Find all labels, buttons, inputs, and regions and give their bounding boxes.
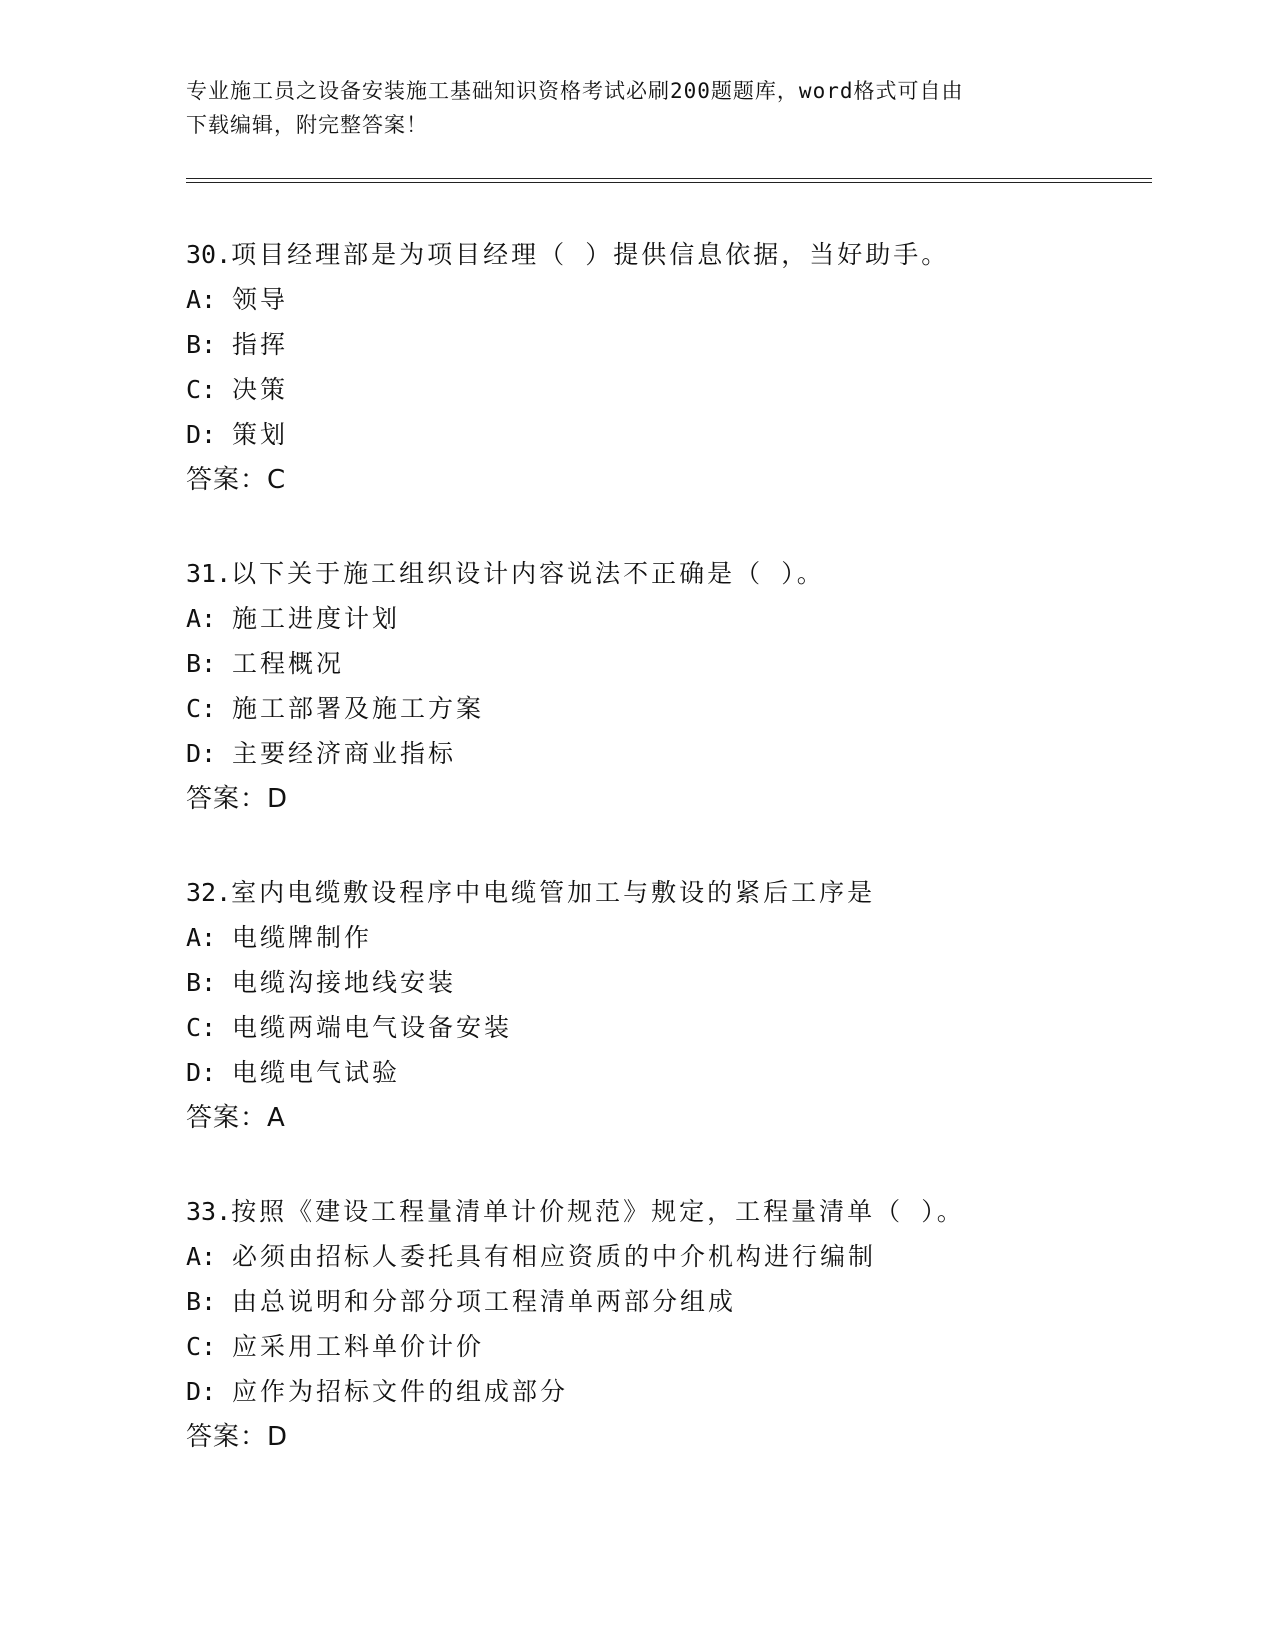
option-d — [186, 412, 1126, 457]
question-text: 项目经理部是为项目经理（ ）提供信息依据，当好助手。 — [231, 240, 950, 269]
option-d — [186, 1050, 1126, 1095]
option-text: 施工部署及施工方案 — [232, 694, 485, 723]
option-letter: D: — [186, 1058, 217, 1087]
option-text: 主要经济商业指标 — [232, 739, 457, 768]
header-line-2: 下载编辑，附完整答案！ — [186, 113, 428, 137]
option-a — [186, 915, 1126, 960]
option-c — [186, 686, 1126, 731]
header-divider-bottom — [186, 182, 1152, 183]
option-text: 领导 — [232, 285, 289, 314]
option-text: 必须由招标人委托具有相应资质的中介机构进行编制 — [232, 1242, 877, 1271]
question-number: 30. — [186, 240, 232, 269]
option-letter: A: — [186, 285, 217, 314]
option-text: 策划 — [232, 420, 289, 449]
answer-line: 答案：A — [186, 1103, 286, 1133]
option-text: 电缆两端电气设备安装 — [232, 1013, 513, 1042]
option-letter: A: — [186, 1242, 217, 1271]
option-text: 由总说明和分部分项工程清单两部分组成 — [232, 1287, 737, 1316]
answer-line: 答案：D — [186, 1422, 289, 1452]
header-line-1: 专业施工员之设备安装施工基础知识资格考试必刷200题题库，word格式可自由 — [186, 79, 964, 103]
option-letter: B: — [186, 330, 217, 359]
option-letter: D: — [186, 420, 217, 449]
question-stem — [186, 870, 1126, 915]
header-divider-top — [186, 178, 1152, 179]
option-letter: D: — [186, 1377, 217, 1406]
option-letter: C: — [186, 375, 217, 404]
option-text: 应作为招标文件的组成部分 — [232, 1377, 569, 1406]
option-b — [186, 641, 1126, 686]
question-31 — [186, 551, 1126, 822]
option-text: 工程概况 — [232, 649, 345, 678]
option-letter: C: — [186, 694, 217, 723]
option-text: 决策 — [232, 375, 289, 404]
question-number: 31. — [186, 559, 232, 588]
answer-line: 答案：D — [186, 784, 289, 814]
answer-line: 答案：C — [186, 465, 287, 495]
question-stem — [186, 551, 1126, 596]
question-32 — [186, 870, 1126, 1141]
option-letter: C: — [186, 1013, 217, 1042]
option-a — [186, 1234, 1126, 1279]
question-text: 按照《建设工程量清单计价规范》规定，工程量清单（ ）。 — [231, 1197, 965, 1226]
option-c — [186, 1005, 1126, 1050]
question-number: 33. — [186, 1197, 232, 1226]
option-letter: A: — [186, 923, 217, 952]
option-letter: B: — [186, 1287, 217, 1316]
option-d — [186, 731, 1126, 776]
option-letter: B: — [186, 649, 217, 678]
question-text: 以下关于施工组织设计内容说法不正确是（ ）。 — [231, 559, 825, 588]
option-text: 电缆电气试验 — [232, 1058, 401, 1087]
option-text: 指挥 — [232, 330, 289, 359]
option-letter: B: — [186, 968, 217, 997]
option-d — [186, 1369, 1126, 1414]
option-b — [186, 322, 1126, 367]
option-c — [186, 1324, 1126, 1369]
question-text: 室内电缆敷设程序中电缆管加工与敷设的紧后工序是 — [231, 878, 876, 907]
question-stem — [186, 1189, 1126, 1234]
option-letter: C: — [186, 1332, 217, 1361]
option-text: 应采用工料单价计价 — [232, 1332, 485, 1361]
question-number: 32. — [186, 878, 232, 907]
option-b — [186, 1279, 1126, 1324]
question-30 — [186, 232, 1126, 503]
option-b — [186, 960, 1126, 1005]
option-text: 电缆沟接地线安装 — [232, 968, 457, 997]
option-a — [186, 277, 1126, 322]
document-header — [186, 74, 1066, 142]
question-stem — [186, 232, 1126, 277]
question-33 — [186, 1189, 1126, 1460]
option-letter: D: — [186, 739, 217, 768]
option-c — [186, 367, 1126, 412]
option-text: 施工进度计划 — [232, 604, 401, 633]
option-text: 电缆牌制作 — [232, 923, 373, 952]
option-a — [186, 596, 1126, 641]
option-letter: A: — [186, 604, 217, 633]
